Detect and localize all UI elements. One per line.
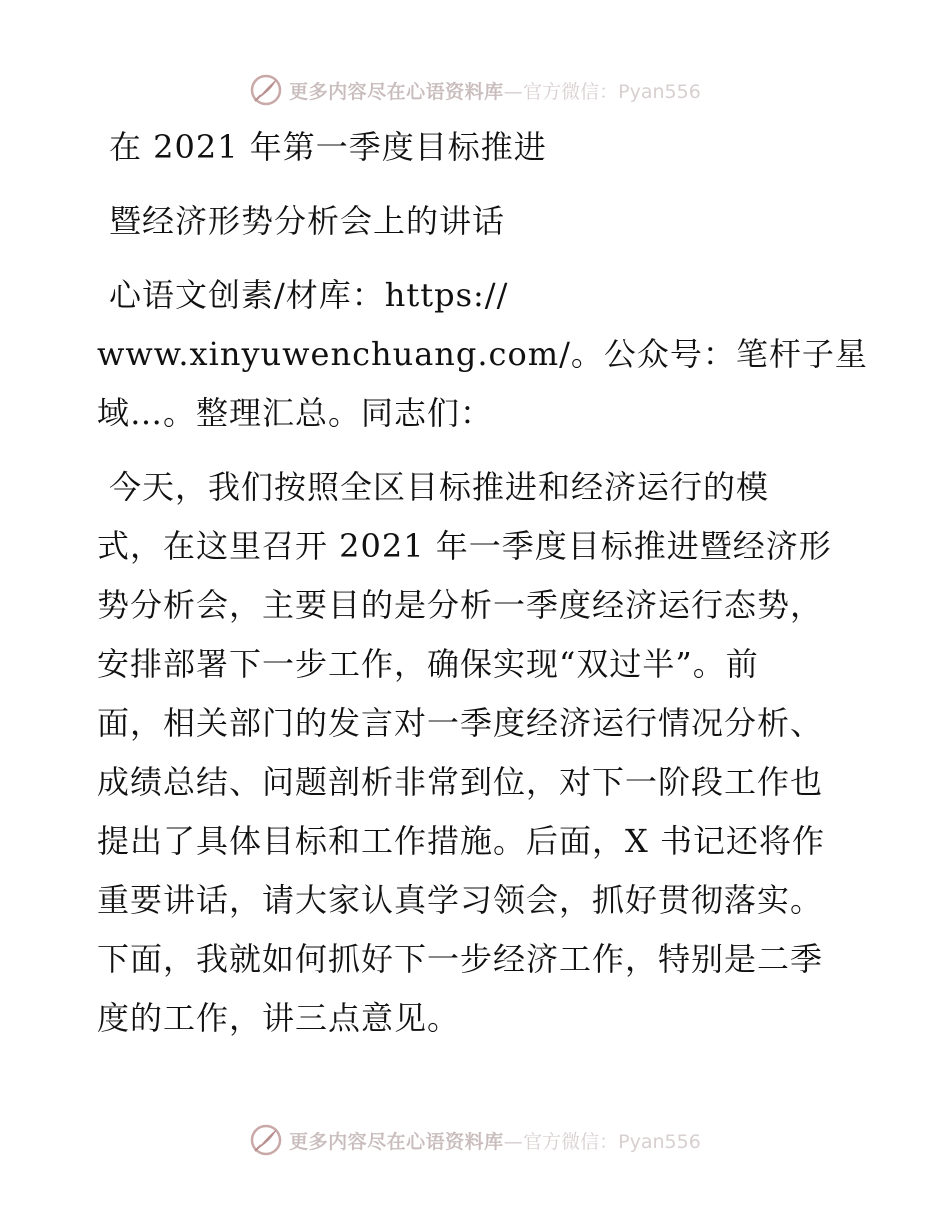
paragraph-line: 安排部署下一步工作，确保实现“双过半”。前 bbox=[97, 645, 759, 683]
paragraph-line: 下面，我就如何抓好下一步经济工作，特别是二季 bbox=[97, 940, 824, 978]
paragraph-line: 势分析会，主要目的是分析一季度经济运行态势， bbox=[97, 586, 824, 624]
paragraph-line: 今天，我们按照全区目标推进和经济运行的模 bbox=[109, 468, 770, 506]
speech-paragraph bbox=[97, 462, 857, 1043]
paragraph-line: 提出了具体目标和工作措施。后面，X 书记还将作 bbox=[97, 822, 825, 860]
source-line-1: 心语文创素/材库：https:// bbox=[109, 276, 509, 314]
paragraph-line: 面，相关部门的发言对一季度经济运行情况分析、 bbox=[97, 704, 824, 742]
watermark-wechat: 官方微信：Pyan556 bbox=[523, 80, 701, 103]
watermark-dash: — bbox=[503, 80, 524, 103]
bottom-watermark-banner bbox=[0, 1120, 950, 1160]
document-title-line-1: 在 2021 年第一季度目标推进 bbox=[109, 128, 547, 166]
top-watermark-banner bbox=[0, 70, 950, 110]
paragraph-line: 成绩总结、问题剖析非常到位，对下一阶段工作也 bbox=[97, 763, 824, 801]
feather-pen-circle-icon bbox=[249, 73, 283, 107]
paragraph-line: 重要讲话，请大家认真学习领会，抓好贯彻落实。 bbox=[97, 881, 824, 919]
document-body bbox=[97, 122, 868, 1043]
watermark-text bbox=[289, 77, 701, 104]
feather-pen-circle-icon bbox=[249, 1123, 283, 1157]
watermark-brand: 更多内容尽在心语资料库 bbox=[289, 80, 504, 103]
paragraph-line: 度的工作，讲三点意见。 bbox=[97, 999, 461, 1037]
paragraph-line: 式，在这里召开 2021 年一季度目标推进暨经济形 bbox=[97, 527, 832, 565]
watermark-text bbox=[289, 1127, 701, 1154]
watermark-wechat: 官方微信：Pyan556 bbox=[523, 1130, 701, 1153]
watermark-group bbox=[249, 1123, 701, 1157]
source-line-2: www.xinyuwenchuang.com/。公众号：笔杆子星 bbox=[97, 335, 868, 373]
watermark-brand: 更多内容尽在心语资料库 bbox=[289, 1130, 504, 1153]
watermark-group bbox=[249, 73, 701, 107]
document-title-line-2: 暨经济形势分析会上的讲话 bbox=[109, 202, 506, 240]
source-line-3: 域…。整理汇总。同志们： bbox=[97, 394, 494, 432]
watermark-dash: — bbox=[503, 1130, 524, 1153]
